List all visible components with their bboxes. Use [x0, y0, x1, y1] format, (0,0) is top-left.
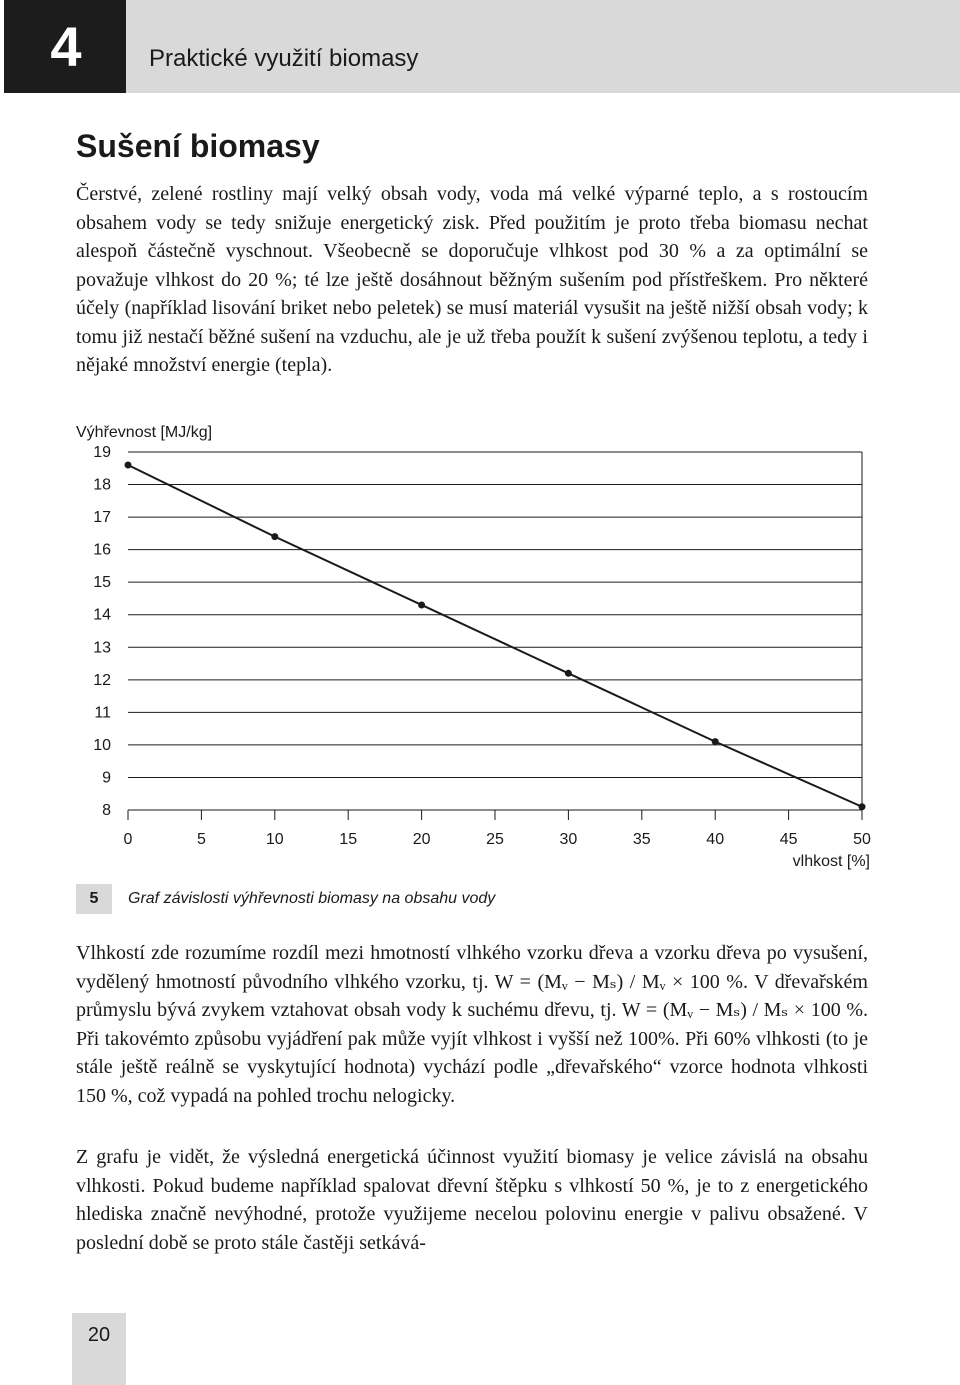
- page-number: 20: [72, 1313, 126, 1385]
- paragraph-moisture-definition: Vlhkostí zde rozumíme rozdíl mezi hmotností vlhkého vzorku dřeva a vzorku dřeva po vysušení, vydělený hmotností původního vlhkého vzorku, tj. W = (Mᵥ − Mₛ) / Mᵥ × 100 %. V dřevařském průmyslu bývá zvykem vztahovat obsah vody k suchému dřevu, tj. W = (Mᵥ − Mₛ) / Mₛ × 100 %. Při takovémto způsobu vyjádření pak může vyjít vlhkost i vyšší než 100%. Při 60% vlhkosti (to je stále ještě reálně se vyskytující hodnota) vychází podle „dřevařského“ vzorce hodnota vlhkosti 150 %, což vypadá na pohled trochu nelogicky.: [76, 942, 868, 1107]
- y-tick-label: 13: [93, 639, 111, 657]
- chart-grid: [128, 452, 862, 810]
- data-point: [712, 738, 719, 745]
- paragraph-intro: Čerstvé, zelené rostliny mají velký obsah vody, voda má velké výparné teplo, a s rostoucím obsahem vody se tedy snižuje energetický zisk. Před použitím je proto třeba biomasu nechat alespoň částečně vyschnout. Všeobecně se doporučuje vlhkost pod 30 % a za optimální se považuje vlhkost do 20 %; té lze ještě dosáhnout běžným sušením pod přístřeškem. Pro některé účely (například lisování briket nebo peletek) se musí materiál vysušit na ještě nižší obsah vody; k tomu již nestačí běžné sušení na vzduchu, ale je už třeba použít k sušení zvýšenou teplotu, a tedy i nějaké množství energie (tepla).: [76, 183, 868, 376]
- series-line: [128, 465, 862, 807]
- x-tick-label: 50: [853, 831, 871, 848]
- chapter-title: Praktické využití biomasy: [149, 45, 419, 72]
- y-tick-label: 12: [93, 671, 111, 689]
- data-point: [565, 670, 572, 677]
- figure-caption-text: Graf závislosti výhřevnosti biomasy na obsahu vody: [128, 890, 496, 907]
- data-point: [859, 803, 866, 810]
- y-tick-label: 10: [93, 736, 111, 754]
- y-tick-label: 17: [93, 509, 111, 527]
- x-axis-label: vlhkost [%]: [792, 853, 870, 870]
- y-tick-label: 19: [93, 444, 111, 461]
- y-tick-label: 8: [102, 802, 111, 819]
- data-point: [418, 601, 425, 608]
- x-tick-labels: [124, 831, 871, 848]
- data-point: [271, 533, 278, 540]
- x-tick-label: 45: [779, 831, 798, 848]
- chapter-number: 4: [4, 0, 126, 93]
- y-tick-label: 18: [93, 476, 111, 494]
- chapter-header: [4, 0, 960, 93]
- x-tick-label: 15: [339, 831, 358, 848]
- y-tick-label: 15: [93, 574, 111, 592]
- x-tick-label: 25: [486, 831, 504, 848]
- figure-number: 5: [76, 884, 112, 914]
- y-tick-label: 16: [93, 541, 111, 559]
- x-tick-label: 30: [559, 831, 578, 848]
- moisture-calorific-chart: [0, 410, 960, 880]
- y-axis-label: Výhřevnost [MJ/kg]: [76, 424, 213, 441]
- chart-series: [125, 462, 866, 811]
- y-tick-label: 9: [102, 769, 111, 787]
- x-tick-label: 20: [412, 831, 431, 848]
- paragraph-efficiency: Z grafu je vidět, že výsledná energetická účinnost využití biomasy je velice závislá na obsahu vlhkosti. Pokud budeme například spalovat dřevní štěpku s vlhkostí 50 %, je to z energetického hlediska značně nevýhodné, protože využijeme necelou polovinu energie v palivu obsažené. V poslední době se proto stále častěji setkává-: [76, 1146, 868, 1254]
- y-tick-label: 11: [94, 704, 111, 722]
- y-tick-labels: [93, 444, 111, 819]
- y-tick-label: 14: [93, 606, 111, 624]
- x-tick-label: 10: [265, 831, 284, 848]
- section-title: Sušení biomasy: [76, 128, 320, 164]
- data-point: [125, 462, 132, 469]
- chart-axes: [128, 452, 862, 820]
- x-tick-label: 40: [706, 831, 725, 848]
- x-tick-label: 5: [196, 831, 206, 848]
- x-tick-label: 35: [632, 831, 651, 848]
- x-tick-label: 0: [123, 831, 133, 848]
